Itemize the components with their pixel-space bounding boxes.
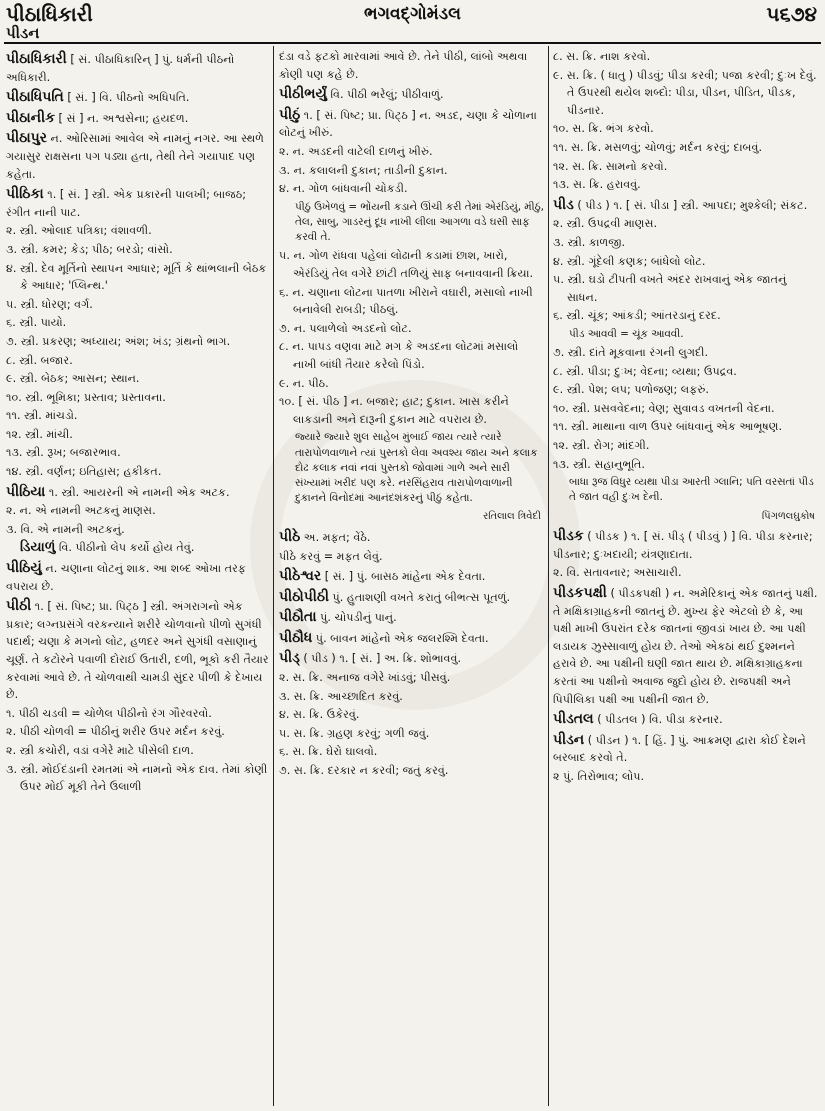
sense-line: ૨. સ્ત્રી કચોરી, વડાં વગેરે માટે પીસેલી દાળ.	[6, 743, 194, 757]
headword: પીડ્	[279, 650, 300, 667]
column-1	[6, 48, 270, 1104]
page-header	[0, 0, 825, 42]
dictionary-entry	[6, 598, 270, 704]
entry-definition: [ સં ] ન. અશ્વસેના; હયદળ.	[55, 111, 189, 125]
headword: પીડકપક્ષી	[553, 585, 607, 602]
sense-line: ૧૦. સ્ત્રી. પ્રસવવેદના; વેણ; સુવાવડ વખતની વેદના.	[553, 401, 775, 415]
entry-definition: ( પીડન ) ૧. [ હિં. ] પું. આક્રમણ દ્વારા કોઈ દેશને બરબાદ કરવો તે.	[553, 733, 806, 765]
sense-line: ૩. સ્ત્રી. કમર; કેડ; પીઠ; બરડો; વાંસો.	[6, 242, 173, 256]
header-rule	[4, 42, 821, 44]
quote-citation: પિંગળલઘુકોષ	[761, 510, 815, 522]
entry-definition: પું. હુતાશણી વખતે કરાતું બીભત્સ પૂતળું.	[328, 590, 511, 604]
dictionary-entry	[279, 589, 545, 607]
entry-definition: ન. ચણાના લોટનું શાક. આ શબ્દ ઓખા તરફ વપરાય છે.	[6, 562, 246, 593]
quote-citation: રતિલાલ ત્રિવેદી	[483, 511, 541, 523]
sense-line: ૩. સ. ક્રિ. આચ્છાદિત કરવું.	[279, 689, 403, 703]
sense-line: ૯. સ. ક્રિ. ( ધાતુ ) પીડવું; પીડા કરવી; પજા કરવી; દુઃખ દેવું. તે ઉપરથી થયેલ શબ્દો: પીડા, પીડન, પીડિત, પીડક, પીડનાર.	[553, 68, 817, 117]
sense-line: ૪. સ્ત્રી. દેવ મૂર્તિનો સ્થાપન આધાર; મૂર્તિ કે થાંભલાની બેઠક કે આધાર; 'પ્લિન્થ.'	[6, 261, 267, 293]
dictionary-entry	[279, 630, 545, 648]
headword: પીઠીભર્યું	[279, 86, 327, 103]
usage-quote: પીઠું ઉખેળવું = ભોંયની કડાને ઊંચી કરી તેમાં એરંડિયું, મીઠું, તેલ, સાબુ, ગાડરનું દૂધ નાખી લીલા આગળા વડે ઘસી સાફ કરવી તે.	[295, 200, 544, 244]
headword: પીઠૌધ	[279, 629, 313, 646]
usage-quote: પીડ આવવી = ચૂંક આવવી.	[569, 327, 684, 340]
sense-line: ૨ પું. તિરોભાવ; લોપ.	[553, 769, 645, 783]
sense-line: ૭. સ. ક્રિ. દરકાર ન કરવી; જતું કરવું.	[279, 764, 449, 778]
sense-line: ૧૦. [ સં. પીઠ ] ન. બજાર; હાટ; દુકાન. ખાસ કરીને લાકડાની અને દારૂની દુકાન માટે વપરાય છે.	[279, 395, 509, 426]
headword: પીઠાનીક	[6, 109, 55, 126]
headword: પીઠી	[6, 598, 32, 615]
dictionary-entry	[6, 110, 270, 128]
entry-definition: ( પીડક ) ૧. [ સં. પીડ્ ( પીડવું ) ] વિ. પીડા કરનાર; પીડનાર; દુઃખદાયી; યંત્રણાદાતા.	[553, 530, 813, 561]
entry-definition: [ સં. પીઠાધિકારિન્ ] પું. ધર્મની પીઠનો અધિકારી.	[6, 53, 235, 84]
sense-line: ૪. સ્ત્રી. ગૂંદેલી કણક; બાંધેલો લોટ.	[553, 254, 706, 268]
sense-line: ૬. સ. ક્રિ. ઘેરો ઘાલવો.	[279, 745, 378, 759]
headword: પીઠિકા	[6, 186, 44, 203]
headword: પીઠિયા	[6, 483, 46, 500]
headword: પીઠિયું	[6, 560, 42, 577]
dictionary-entry	[553, 711, 819, 729]
last-headword-guide: પીડન	[6, 24, 40, 42]
sense-line: ૮. સ્ત્રી. બજાર.	[6, 353, 73, 367]
sense-line: ૯. સ્ત્રી. પેશ; લપ; પળોજણ; લફરું.	[553, 383, 709, 397]
dictionary-entry	[553, 732, 819, 767]
sense-line: ૧૧. સ. ક્રિ. મસળવું; ચોળવું; મર્દન કરવું; દાબવું.	[553, 140, 763, 154]
entry-definition: ૧. [ સં. પિષ્ટ; પ્રા. પિટ્ઠ ] સ્ત્રી. અંગરાગનો એક પ્રકાર; લગ્નપ્રસંગે વરકન્યાને શરીરે ચોળવાનો પીળો સુગંધી પદાર્થ; ચણા કે મગનો લોટ, હળદર અને સુગંધી વસાણાનું ચૂર્ણ. તે કટોરને પવાળી દોરાઈ ઉતારી, દળી, ભૂકો કરી તૈયાર કરવામાં આવે છે. તે ચોળવાથી ચામડી સુંદર પીળી કે દેખાય છે.	[6, 600, 269, 702]
sense-line: ૧૦. સ્ત્રી. ભૂમિકા; પ્રસ્તાવ; પ્રસ્તાવના.	[6, 390, 166, 404]
headword: પીઠૌતા	[279, 609, 317, 626]
sense-line: ૫. સ્ત્રી. ધોરણ; વર્ગ.	[6, 297, 93, 311]
entry-definition: ન. ઓરિસામાં આવેલ એ નામનું નગર. આ સ્થળે ગયાસુર રાક્ષસના પગ પડ્યા હતા, તેથી તેને ગયાપાદ પણ કહેતા.	[6, 132, 265, 181]
column-3	[553, 48, 819, 1104]
entry-definition: ( પીડકપક્ષી ) ન. અમેરિકાનું એક જાતનું પક્ષી. તે મક્ષિકાગ્રાહકની જાતનું છે. મુખ્ય ફેર એટલો છે કે, આ પક્ષી માખી ઉપરાંત દરેક જાતનાં જીવડાં ખાય છે. આ પક્ષી લડાયક ઝુસ્સાવાળું હોય છે. તેઓ એકઠાં થઈ દુશ્મનને હરાવે છે. આ પક્ષીની ઘણી જાત થાય છે. મક્ષિકાગ્રાહકના કરતાં આ પક્ષીનો અવાજ જુદો હોય છે. રાજપક્ષી અને પિપીલિકા પક્ષી આ પક્ષીની જાત છે.	[553, 587, 818, 706]
entry-definition: વિ. પીઠીનો લેપ કર્યો હોય તેવું.	[55, 541, 195, 555]
sense-line: ૫. સ્ત્રી. ઘડો ટીપતી વખતે અંદર રાખવાનું એક જાતનું સાધન.	[553, 273, 787, 304]
sense-line: ૬. ન. ચણાના લોટના પાતળા ખીરાને વઘારી, મસાલો નાખી બનાવેલી રાબડી; પીઠલું.	[279, 285, 533, 317]
headword: પીડ	[553, 196, 574, 213]
usage-quote: જ્યારે જ્યારે શુલ સાહેબ મુંબાઈ જાય ત્યારે ત્યારે તારાપોળવાળાને ત્યાં પુસ્તકો લેવા અવશ્ય જાય અને કલાક દોઢ કલાક નવાં નવાં પુસ્તકો જોવામાં ગાળે અને સારી સંખ્યામાં ખરીદ પણ કરે. નરસિંહરાવ તારાપોળવાળાની દુકાનને વિનોદમાં આનંદશંકરનું પીઠું કહેતા.	[295, 431, 538, 505]
entry-definition: ૧. સ્ત્રી. આયરની એ નામની એક અટક.	[45, 485, 230, 499]
sense-line: ૮. સ. ક્રિ. નાશ કરવો.	[553, 50, 651, 63]
sense-line: ૨. સ્ત્રી. ઉપદ્રવી માણસ.	[553, 217, 658, 231]
entry-definition: પું. બાવન માંહેનો એક જલરશ્મિ દેવતા.	[312, 631, 489, 645]
entry-definition: [ સં. ] પું. બાસઠ માંહેના એક દેવતા.	[321, 570, 486, 584]
dictionary-entry	[6, 130, 270, 183]
sense-line: ૧૨. સ્ત્રી. માંચી.	[6, 427, 73, 441]
sense-line: પીઠે કરવું = મફત લેવું.	[279, 549, 383, 563]
sense-line: ૧૦. સ. ક્રિ. ભંગ કરવો.	[553, 122, 654, 136]
dictionary-entry	[279, 609, 545, 627]
column-divider	[548, 46, 549, 1106]
entry-definition: ૧. [ સં. ] સ્ત્રી. એક પ્રકારની પાલખી; બાજઠ; રંગીત નાની પાટ.	[6, 188, 247, 219]
dictionary-entry	[553, 585, 819, 708]
sense-line: ૧૩. સ્ત્રી. રૂખ; બજારભાવ.	[6, 446, 121, 460]
dictionary-entry	[279, 86, 545, 104]
headword: પીડક	[553, 528, 584, 545]
sense-line: ૩. સ્ત્રી. મોઈદંડાની રમતમાં એ નામનો એક દાવ. તેમાં કોણી ઉપર મોઈ મૂકી તેને ઉલાળી	[6, 762, 268, 794]
entry-definition: [ સં. ] વિ. પીઠનો અધિપતિ.	[63, 91, 190, 105]
dictionary-entry	[6, 560, 270, 595]
sense-line: ૧૧. સ્ત્રી. માંચડો.	[6, 409, 78, 423]
sense-line: ૨. ન. અડદની વાટેલી દાળનું ખીરું.	[279, 144, 433, 158]
headword: ડિયાળું	[20, 539, 56, 556]
dictionary-entry	[553, 528, 819, 563]
sense-line: ૧૩. સ. ક્રિ. હરાવવું.	[553, 178, 641, 192]
sense-line: ૩. ન. કલાલની દુકાન; તાડીની દુકાન.	[279, 163, 448, 177]
dictionary-entry	[553, 197, 819, 215]
sense-line: ૯. ન. પીઠ.	[279, 376, 329, 390]
book-title: ભગવદ્ગોમંડલ	[364, 4, 461, 24]
page-number: ૫૬૭૪	[766, 2, 817, 26]
headword: પીઠાધિપતિ	[6, 89, 64, 106]
headword: પીઠાપુર	[6, 130, 47, 147]
dictionary-entry	[6, 186, 270, 221]
entry-definition: ૧. [ સં. પિષ્ટ; પ્રા. પિટ્ઠ ] ન. અડદ, ચણા કે ચોળાના લોટનું ખીરું.	[279, 108, 537, 140]
sense-line: ૧૨. સ. ક્રિ. સામનો કરવો.	[553, 159, 668, 173]
headword: પીડતલ	[553, 711, 594, 728]
sense-line: ૧૧. સ્ત્રી. માથાના વાળ ઉપર બાંધવાનું એક આભૂષણ.	[553, 420, 783, 434]
dictionary-entry	[6, 89, 270, 107]
entry-definition: ( પીડ ) ૧. [ સં. પીડા ] સ્ત્રી. આપદા; મુશ્કેલી; સંકટ.	[573, 198, 808, 212]
sense-line: ૧૩. સ્ત્રી. સહાનુભૂતિ.	[553, 457, 645, 471]
headword: પીડન	[553, 731, 585, 748]
sense-line: ૬. સ્ત્રી. પાયો.	[6, 316, 67, 330]
sense-line: ૪. ન. ગોળ બાંધવાની ચોકડી.	[279, 182, 408, 196]
dictionary-entry	[6, 484, 270, 502]
sense-line: ૮. સ્ત્રી. પીડા; દુઃખ; વેદના; વ્યથા; ઉપદ્રવ.	[553, 364, 737, 378]
entry-continuation: દંડા વડે ફટકો મારવામાં આવે છે. તેને પીઠી, લાંબો અથવા કોણી પણ કહે છે.	[279, 50, 528, 81]
headword: પીઠેશ્વર	[279, 568, 322, 585]
sense-line: ૭. ન. પલાળેલો અડદનો લોટ.	[279, 321, 412, 335]
column-divider	[273, 46, 274, 1106]
sense-line: ૫. સ. ક્રિ. ગ્રહણ કરવું; ગળી જવું.	[279, 726, 430, 740]
sense-line: ૨. પીઠી ચોળવી = પીઠીનું શરીર ઉપર મર્દન કરવું.	[6, 725, 225, 739]
dictionary-entry	[279, 650, 545, 668]
sense-line: ૫. ન. ગોળ રાંધવા પહેલાં લોઢાની કડામાં છાશ, ખારો, એરંડિયું તેલ વગેરે છાંટી તળિયું સાફ બનાવવાની ક્રિયા.	[279, 249, 533, 280]
dictionary-entry	[6, 539, 270, 557]
dictionary-entry	[279, 568, 545, 586]
sense-line: ૭. સ્ત્રી. પ્રકરણ; અધ્યાય; અંશ; ખંડ; ગ્રંથનો ભાગ.	[6, 334, 231, 348]
sense-line: ૧૨. સ્ત્રી. રોગ; માંદગી.	[553, 439, 650, 453]
sense-line: ૧૪. સ્ત્રી. વર્ણન; ઇતિહાસ; હકીકત.	[6, 465, 162, 479]
sense-line: ૧. પીઠી ચડવી = ચોળેલ પીઠીનો રંગ ગૌરવરવો.	[6, 706, 212, 720]
headword: પીઠું	[279, 106, 301, 123]
sense-line: ૨. સ્ત્રી. ઓલાદ પત્રિકા; વંશાવળી.	[6, 224, 152, 238]
sense-line: ૯. સ્ત્રી. બેઠક; આસન; સ્થાન.	[6, 372, 140, 386]
headword: પીઠોપીઠી	[279, 588, 329, 605]
first-headword-guide: પીઠાધિકારી	[6, 2, 93, 26]
entry-definition: પું. ચોપડીનું પાનું.	[316, 611, 397, 625]
sense-line: ૨. ન. એ નામની અટકનું માણસ.	[6, 504, 156, 518]
sense-line: ૬. સ્ત્રી. ચૂંક; આંકડી; આંતરડાનું દરદ.	[553, 309, 721, 323]
sense-line: ૪. સ. ક્રિ. ઉકેરવું.	[279, 708, 360, 722]
sense-line: ૨. વિ. સતાવનાર; અસાચારી.	[553, 566, 682, 580]
entry-definition: વિ. પીઠી ભરેલું; પીઠીવાળું.	[326, 88, 444, 102]
dictionary-entry	[6, 51, 270, 86]
entry-definition: ( પીડ ) ૧. [ સં. ] અ. ક્રિ. શોભાવવું.	[299, 652, 462, 666]
sense-line: ૨. સ. ક્રિ. અનાજ વગેરે ખાંડવું; પીસવું.	[279, 671, 451, 685]
sense-line: ૮. ન. પાપડ વણવા માટે મગ કે અડદના લોટમાં મસાલો નાખી બાંધી તૈયાર કરેલો પિંડો.	[279, 340, 519, 371]
sense-line: ૩. સ્ત્રી. કાળજી.	[553, 235, 626, 249]
column-2	[279, 48, 545, 1104]
entry-definition: અ. મફત; વેંઠે.	[300, 530, 371, 544]
usage-quote: બાધા રૂજ વિધુર વ્યથા પીડા આરતી ગ્લાનિ; પતિ વરસતાં પીડ તે જાત વહી દુઃખ દેની.	[569, 476, 814, 504]
sense-line: ૩. વિ. એ નામની અટકનું.	[6, 522, 125, 536]
sense-line: ૭. સ્ત્રી. દાંતે મૂકવાના રંગની લુગદી.	[553, 346, 709, 360]
dictionary-entry	[279, 529, 545, 547]
headword: પીઠે	[279, 528, 301, 545]
dictionary-entry	[279, 107, 545, 142]
entry-definition: ( પીડતલ ) વિ. પીડા કરનાર.	[593, 713, 723, 727]
headword: પીઠાધિકારી	[6, 51, 67, 67]
